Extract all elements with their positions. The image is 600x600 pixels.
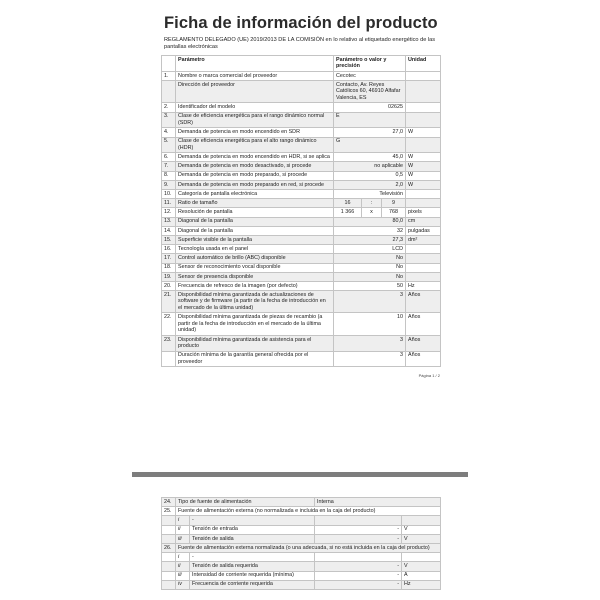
table-row: [162, 71, 441, 80]
header-unit: Unidad: [406, 56, 441, 72]
row-unit: [406, 103, 441, 112]
subrow-parameter: Tensión de salida: [190, 534, 315, 543]
row-number: 2.: [162, 103, 176, 112]
row-value: Televisión: [334, 190, 406, 199]
subrow-unit: Hz: [402, 580, 441, 589]
document-page-1: [161, 14, 440, 378]
table-row: [162, 226, 441, 235]
table-subrow: [162, 525, 441, 534]
row-unit: W: [406, 180, 441, 189]
row-unit: [406, 71, 441, 80]
row-parameter: Identificador del modelo: [176, 103, 334, 112]
document-title: Ficha de información del producto: [164, 14, 438, 32]
table-row: [162, 171, 441, 180]
row-value: E: [334, 112, 406, 128]
row-number: 7.: [162, 162, 176, 171]
subrow-parameter: -: [190, 553, 315, 562]
row-value-a: 1 366: [334, 208, 362, 217]
row-unit: W: [406, 128, 441, 137]
row-value-separator: x: [362, 208, 382, 217]
row-value: 50: [334, 281, 406, 290]
row-parameter: Disponibilidad mínima garantizada de actualizaciones de software y de firmware (a partir de la fecha de introducción en el mercado de la última unidad): [176, 291, 334, 313]
row-value: 27,3: [334, 235, 406, 244]
row-number: 13.: [162, 217, 176, 226]
row-parameter: Duración mínima de la garantía general ofrecida por el proveedor: [176, 351, 334, 367]
table-row: [162, 507, 441, 516]
subrow-index: i: [176, 516, 190, 525]
header-num: [162, 56, 176, 72]
row-number: [162, 571, 176, 580]
row-unit: W: [406, 162, 441, 171]
page-number: Página 1 / 2: [418, 373, 440, 379]
row-unit: [406, 137, 441, 153]
row-parameter: Clase de eficiencia energética para el alto rango dinámico (HDR): [176, 137, 334, 153]
table-row: [162, 263, 441, 272]
table-row: [162, 190, 441, 199]
row-value-separator: :: [362, 199, 382, 208]
row-number: 6.: [162, 153, 176, 162]
subrow-parameter: Tensión de entrada: [190, 525, 315, 534]
table-row: [162, 272, 441, 281]
row-number: [162, 562, 176, 571]
row-value: 3: [334, 351, 406, 367]
table-row: [162, 199, 441, 208]
row-number: 18.: [162, 263, 176, 272]
row-number: 15.: [162, 235, 176, 244]
row-unit: [406, 254, 441, 263]
row-number: 25.: [162, 507, 176, 516]
row-parameter: Disponibilidad mínima garantizada de asistencia para el producto: [176, 335, 334, 351]
row-value: 45,0: [334, 153, 406, 162]
table-row: [162, 153, 441, 162]
row-parameter: Sensor de presencia disponible: [176, 272, 334, 281]
row-number: [162, 553, 176, 562]
row-number: [162, 525, 176, 534]
table-row: [162, 281, 441, 290]
row-number: 26.: [162, 543, 176, 552]
document-page-2: [161, 497, 440, 590]
row-number: 11.: [162, 199, 176, 208]
table-row: [162, 351, 441, 367]
row-number: 3.: [162, 112, 176, 128]
row-unit: cm: [406, 217, 441, 226]
row-number: [162, 516, 176, 525]
subrow-index: i: [176, 553, 190, 562]
row-value: 2,0: [334, 180, 406, 189]
row-unit: W: [406, 171, 441, 180]
row-value: LCD: [334, 245, 406, 254]
subrow-index: iii: [176, 534, 190, 543]
row-number: 9.: [162, 180, 176, 189]
table-subrow: [162, 534, 441, 543]
subrow-unit: [402, 516, 441, 525]
table-row: [162, 335, 441, 351]
row-parameter: Ratio de tamaño: [176, 199, 334, 208]
row-number: 4.: [162, 128, 176, 137]
header-value: Parámetro o valor y precisión: [334, 56, 406, 72]
row-parameter: Demanda de potencia en modo encendido en HDR, si se aplica: [176, 153, 334, 162]
table-row: [162, 498, 441, 507]
row-parameter: Demanda de potencia en modo preparado en red, si procede: [176, 180, 334, 189]
subrow-unit: V: [402, 562, 441, 571]
table-row: [162, 80, 441, 102]
row-unit: Años: [406, 291, 441, 313]
table-subrow: [162, 580, 441, 589]
table-header-row: [162, 56, 441, 72]
row-parameter: Demanda de potencia en modo preparado, si procede: [176, 171, 334, 180]
row-number: 10.: [162, 190, 176, 199]
row-parameter: Demanda de potencia en modo encendido en SDR: [176, 128, 334, 137]
row-number: [162, 351, 176, 367]
table-row: [162, 112, 441, 128]
table-subrow: [162, 571, 441, 580]
product-info-table: [161, 55, 441, 367]
row-number: 22.: [162, 313, 176, 335]
row-parameter: Sensor de reconocimiento vocal disponible: [176, 263, 334, 272]
row-number: 14.: [162, 226, 176, 235]
row-unit: [406, 245, 441, 254]
product-info-table-continued: [161, 497, 441, 590]
table-subrow: [162, 516, 441, 525]
row-unit: dm²: [406, 235, 441, 244]
row-number: 19.: [162, 272, 176, 281]
row-parameter: Nombre o marca comercial del proveedor: [176, 71, 334, 80]
row-parameter: Superficie visible de la pantalla: [176, 235, 334, 244]
row-value: 02625: [334, 103, 406, 112]
row-number: 16.: [162, 245, 176, 254]
subrow-value: [315, 553, 402, 562]
table-row: [162, 103, 441, 112]
table-row: [162, 235, 441, 244]
subrow-value: -: [315, 525, 402, 534]
subrow-value: -: [315, 571, 402, 580]
row-unit: Años: [406, 335, 441, 351]
row-unit: W: [406, 153, 441, 162]
row-value: No: [334, 254, 406, 263]
table-row: [162, 137, 441, 153]
subrow-parameter: Tensión de salida requerida: [190, 562, 315, 571]
row-number: [162, 534, 176, 543]
row-parameter: Resolución de pantalla: [176, 208, 334, 217]
row-parameter: Dirección del proveedor: [176, 80, 334, 102]
table-row: [162, 254, 441, 263]
row-unit: [406, 190, 441, 199]
row-unit: [406, 199, 441, 208]
row-value: 27,0: [334, 128, 406, 137]
table-row: [162, 291, 441, 313]
row-value-a: 16: [334, 199, 362, 208]
table-row: [162, 128, 441, 137]
row-value-b: 768: [382, 208, 406, 217]
row-parameter: Frecuencia de refresco de la imagen (por defecto): [176, 281, 334, 290]
row-unit: pulgadas: [406, 226, 441, 235]
row-value: 10: [334, 313, 406, 335]
row-unit: Años: [406, 313, 441, 335]
subrow-unit: A: [402, 571, 441, 580]
row-parameter: Diagonal de la pantalla: [176, 217, 334, 226]
subrow-value: -: [315, 562, 402, 571]
row-unit: pixels: [406, 208, 441, 217]
table-row: [162, 543, 441, 552]
row-value: 32: [334, 226, 406, 235]
row-value: 0,5: [334, 171, 406, 180]
row-number: 12.: [162, 208, 176, 217]
table-body-continued: [162, 498, 441, 590]
row-parameter: Tecnología usada en el panel: [176, 245, 334, 254]
subrow-index: ii: [176, 525, 190, 534]
row-unit: [406, 112, 441, 128]
table-row: [162, 208, 441, 217]
subrow-parameter: -: [190, 516, 315, 525]
row-value: 3: [334, 335, 406, 351]
table-row: [162, 313, 441, 335]
row-value: G: [334, 137, 406, 153]
table-row: [162, 217, 441, 226]
row-parameter: Categoría de pantalla electrónica: [176, 190, 334, 199]
row-parameter: Clase de eficiencia energética para el rango dinámico normal (SDR): [176, 112, 334, 128]
row-value: No: [334, 263, 406, 272]
row-number: [162, 580, 176, 589]
subrow-parameter: Frecuencia de corriente requerida: [190, 580, 315, 589]
subrow-value: -: [315, 534, 402, 543]
row-number: 20.: [162, 281, 176, 290]
subrow-index: iv: [176, 580, 190, 589]
table-row: [162, 162, 441, 171]
subrow-parameter: Intensidad de corriente requerida (mínima): [190, 571, 315, 580]
row-value: Cecotec: [334, 71, 406, 80]
subrow-unit: V: [402, 534, 441, 543]
row-number: 21.: [162, 291, 176, 313]
row-parameter: Demanda de potencia en modo desactivado, si procede: [176, 162, 334, 171]
row-unit: [406, 80, 441, 102]
row-value: no aplicable: [334, 162, 406, 171]
row-number: 17.: [162, 254, 176, 263]
subrow-value: -: [315, 580, 402, 589]
row-value: No: [334, 272, 406, 281]
row-parameter: Tipo de fuente de alimentación: [176, 498, 315, 507]
table-row: [162, 180, 441, 189]
row-parameter: Fuente de alimentación externa normalizada (o una adecuada, si no está incluida en la caja del producto): [176, 543, 441, 552]
row-number: 1.: [162, 71, 176, 80]
subrow-value: [315, 516, 402, 525]
row-value: Contacto, Av. Reyes Católicos 60, 46910 Alfafar Valencia, ES: [334, 80, 406, 102]
row-parameter: Diagonal de la pantalla: [176, 226, 334, 235]
subrow-index: ii: [176, 562, 190, 571]
row-parameter: Control automático de brillo (ABC) disponible: [176, 254, 334, 263]
row-unit: Años: [406, 351, 441, 367]
table-body: [162, 71, 441, 367]
row-number: 23.: [162, 335, 176, 351]
row-unit: Hz: [406, 281, 441, 290]
row-number: 24.: [162, 498, 176, 507]
table-subrow: [162, 562, 441, 571]
row-parameter: Disponibilidad mínima garantizada de piezas de recambio (a partir de la fecha de introducción en el mercado de la última unidad): [176, 313, 334, 335]
header-param: Parámetro: [176, 56, 334, 72]
subrow-unit: V: [402, 525, 441, 534]
row-number: [162, 80, 176, 102]
row-parameter: Fuente de alimentación externa (no normalizada e incluida en la caja del producto): [176, 507, 441, 516]
table-row: [162, 245, 441, 254]
subrow-unit: [402, 553, 441, 562]
row-value: 3: [334, 291, 406, 313]
document-subtitle: REGLAMENTO DELEGADO (UE) 2019/2013 DE LA COMISIÓN en lo relativo al etiquetado energético de las pantallas electrónicas: [164, 37, 436, 50]
row-number: 8.: [162, 171, 176, 180]
subrow-index: iii: [176, 571, 190, 580]
row-unit: [406, 272, 441, 281]
table-subrow: [162, 553, 441, 562]
row-value: Interna: [315, 498, 441, 507]
row-number: 5.: [162, 137, 176, 153]
row-value: 80,0: [334, 217, 406, 226]
page-separator: [132, 472, 468, 477]
row-value-b: 9: [382, 199, 406, 208]
row-unit: [406, 263, 441, 272]
